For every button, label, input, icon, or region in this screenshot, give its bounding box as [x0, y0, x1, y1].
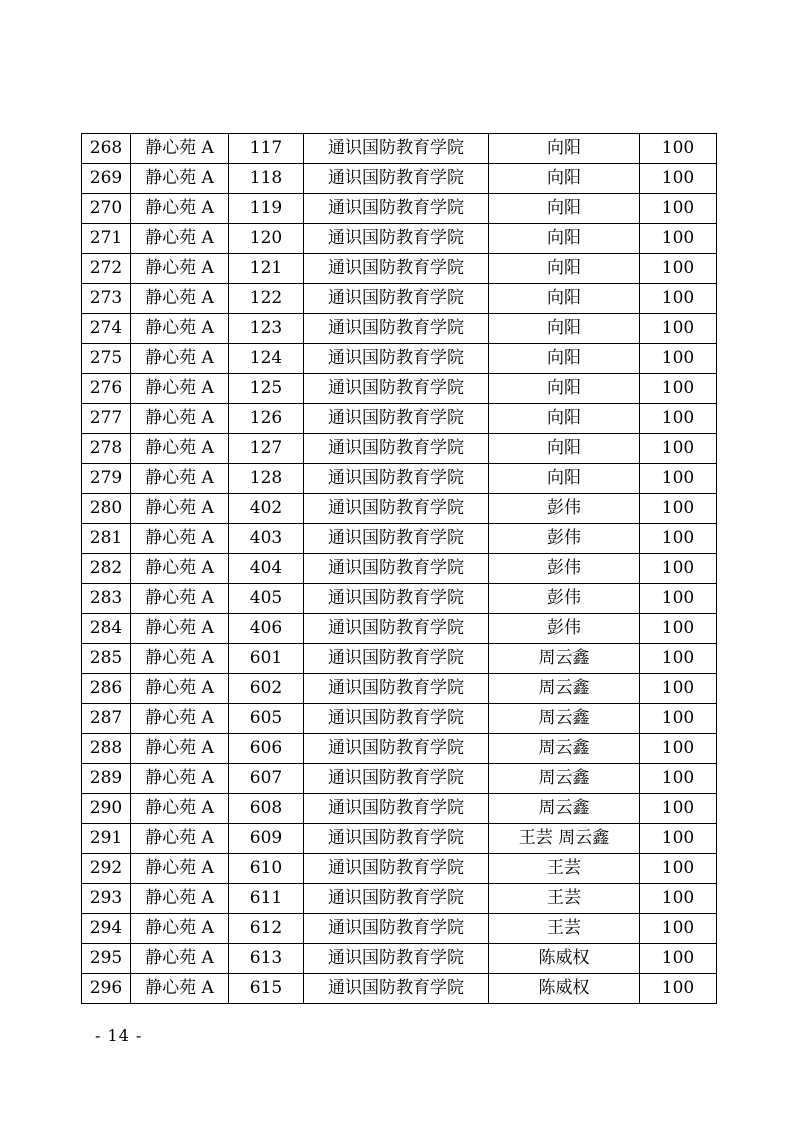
- cell-room-number: 611: [229, 884, 304, 914]
- cell-serial-number: 294: [82, 914, 131, 944]
- cell-score: 100: [640, 314, 717, 344]
- cell-score: 100: [640, 734, 717, 764]
- cell-score: 100: [640, 554, 717, 584]
- cell-serial-number: 295: [82, 944, 131, 974]
- cell-score: 100: [640, 224, 717, 254]
- cell-serial-number: 283: [82, 584, 131, 614]
- cell-building: 静心苑 A: [131, 284, 229, 314]
- cell-department: 通识国防教育学院: [304, 374, 489, 404]
- cell-room-number: 404: [229, 554, 304, 584]
- cell-building: 静心苑 A: [131, 794, 229, 824]
- cell-department: 通识国防教育学院: [304, 824, 489, 854]
- cell-room-number: 610: [229, 854, 304, 884]
- cell-person-in-charge: 王芸: [489, 914, 640, 944]
- cell-room-number: 118: [229, 164, 304, 194]
- cell-score: 100: [640, 254, 717, 284]
- cell-score: 100: [640, 464, 717, 494]
- cell-serial-number: 276: [82, 374, 131, 404]
- cell-score: 100: [640, 614, 717, 644]
- cell-room-number: 123: [229, 314, 304, 344]
- cell-serial-number: 271: [82, 224, 131, 254]
- table-row: [82, 674, 717, 704]
- cell-building: 静心苑 A: [131, 524, 229, 554]
- cell-building: 静心苑 A: [131, 644, 229, 674]
- cell-department: 通识国防教育学院: [304, 404, 489, 434]
- cell-score: 100: [640, 164, 717, 194]
- table-row: [82, 554, 717, 584]
- cell-department: 通识国防教育学院: [304, 344, 489, 374]
- table-row: [82, 764, 717, 794]
- cell-room-number: 406: [229, 614, 304, 644]
- cell-score: 100: [640, 344, 717, 374]
- cell-building: 静心苑 A: [131, 554, 229, 584]
- cell-person-in-charge: 向阳: [489, 164, 640, 194]
- cell-building: 静心苑 A: [131, 404, 229, 434]
- cell-room-number: 403: [229, 524, 304, 554]
- cell-serial-number: 268: [82, 134, 131, 164]
- cell-department: 通识国防教育学院: [304, 224, 489, 254]
- table-row: [82, 284, 717, 314]
- cell-building: 静心苑 A: [131, 164, 229, 194]
- cell-person-in-charge: 向阳: [489, 464, 640, 494]
- cell-serial-number: 273: [82, 284, 131, 314]
- cell-department: 通识国防教育学院: [304, 974, 489, 1004]
- cell-department: 通识国防教育学院: [304, 494, 489, 524]
- cell-serial-number: 291: [82, 824, 131, 854]
- cell-person-in-charge: 彭伟: [489, 494, 640, 524]
- table-row: [82, 434, 717, 464]
- cell-person-in-charge: 彭伟: [489, 614, 640, 644]
- cell-department: 通识国防教育学院: [304, 164, 489, 194]
- table-row: [82, 344, 717, 374]
- cell-department: 通识国防教育学院: [304, 854, 489, 884]
- cell-score: 100: [640, 494, 717, 524]
- cell-building: 静心苑 A: [131, 944, 229, 974]
- cell-department: 通识国防教育学院: [304, 614, 489, 644]
- cell-room-number: 119: [229, 194, 304, 224]
- table-row: [82, 704, 717, 734]
- cell-score: 100: [640, 644, 717, 674]
- cell-score: 100: [640, 524, 717, 554]
- cell-person-in-charge: 向阳: [489, 434, 640, 464]
- cell-building: 静心苑 A: [131, 734, 229, 764]
- cell-person-in-charge: 向阳: [489, 134, 640, 164]
- cell-person-in-charge: 周云鑫: [489, 644, 640, 674]
- cell-person-in-charge: 周云鑫: [489, 704, 640, 734]
- cell-building: 静心苑 A: [131, 374, 229, 404]
- cell-building: 静心苑 A: [131, 884, 229, 914]
- table-row: [82, 464, 717, 494]
- cell-room-number: 615: [229, 974, 304, 1004]
- table-row: [82, 794, 717, 824]
- cell-score: 100: [640, 674, 717, 704]
- cell-serial-number: 293: [82, 884, 131, 914]
- cell-serial-number: 279: [82, 464, 131, 494]
- table-row: [82, 614, 717, 644]
- cell-room-number: 612: [229, 914, 304, 944]
- cell-room-number: 405: [229, 584, 304, 614]
- cell-score: 100: [640, 794, 717, 824]
- cell-serial-number: 277: [82, 404, 131, 434]
- cell-room-number: 609: [229, 824, 304, 854]
- cell-person-in-charge: 彭伟: [489, 554, 640, 584]
- cell-room-number: 602: [229, 674, 304, 704]
- cell-serial-number: 289: [82, 764, 131, 794]
- cell-serial-number: 285: [82, 644, 131, 674]
- table-row: [82, 374, 717, 404]
- cell-building: 静心苑 A: [131, 914, 229, 944]
- cell-score: 100: [640, 194, 717, 224]
- table-row: [82, 164, 717, 194]
- table-row: [82, 944, 717, 974]
- cell-person-in-charge: 向阳: [489, 254, 640, 284]
- cell-serial-number: 292: [82, 854, 131, 884]
- cell-serial-number: 288: [82, 734, 131, 764]
- table-row: [82, 494, 717, 524]
- table-row: [82, 224, 717, 254]
- cell-room-number: 606: [229, 734, 304, 764]
- cell-person-in-charge: 向阳: [489, 314, 640, 344]
- cell-room-number: 601: [229, 644, 304, 674]
- cell-serial-number: 278: [82, 434, 131, 464]
- cell-score: 100: [640, 284, 717, 314]
- cell-department: 通识国防教育学院: [304, 554, 489, 584]
- cell-serial-number: 281: [82, 524, 131, 554]
- cell-serial-number: 274: [82, 314, 131, 344]
- cell-department: 通识国防教育学院: [304, 284, 489, 314]
- table-row: [82, 524, 717, 554]
- cell-building: 静心苑 A: [131, 224, 229, 254]
- cell-score: 100: [640, 974, 717, 1004]
- page-number: - 14 -: [95, 1026, 143, 1045]
- cell-person-in-charge: 向阳: [489, 224, 640, 254]
- table-row: [82, 644, 717, 674]
- cell-department: 通识国防教育学院: [304, 434, 489, 464]
- cell-building: 静心苑 A: [131, 824, 229, 854]
- cell-building: 静心苑 A: [131, 704, 229, 734]
- cell-department: 通识国防教育学院: [304, 464, 489, 494]
- table-row: [82, 194, 717, 224]
- cell-room-number: 121: [229, 254, 304, 284]
- cell-serial-number: 270: [82, 194, 131, 224]
- cell-department: 通识国防教育学院: [304, 134, 489, 164]
- cell-person-in-charge: 向阳: [489, 404, 640, 434]
- cell-serial-number: 280: [82, 494, 131, 524]
- cell-room-number: 128: [229, 464, 304, 494]
- cell-score: 100: [640, 764, 717, 794]
- table-row: [82, 974, 717, 1004]
- table-row: [82, 134, 717, 164]
- cell-person-in-charge: 王芸: [489, 854, 640, 884]
- cell-room-number: 127: [229, 434, 304, 464]
- cell-building: 静心苑 A: [131, 974, 229, 1004]
- table-row: [82, 734, 717, 764]
- cell-room-number: 605: [229, 704, 304, 734]
- cell-room-number: 613: [229, 944, 304, 974]
- cell-score: 100: [640, 884, 717, 914]
- cell-room-number: 607: [229, 764, 304, 794]
- cell-score: 100: [640, 914, 717, 944]
- cell-person-in-charge: 王芸: [489, 884, 640, 914]
- cell-person-in-charge: 陈威权: [489, 974, 640, 1004]
- cell-department: 通识国防教育学院: [304, 884, 489, 914]
- cell-room-number: 402: [229, 494, 304, 524]
- cell-building: 静心苑 A: [131, 614, 229, 644]
- cell-person-in-charge: 周云鑫: [489, 734, 640, 764]
- cell-score: 100: [640, 134, 717, 164]
- cell-person-in-charge: 周云鑫: [489, 674, 640, 704]
- cell-building: 静心苑 A: [131, 854, 229, 884]
- cell-serial-number: 287: [82, 704, 131, 734]
- cell-department: 通识国防教育学院: [304, 584, 489, 614]
- cell-person-in-charge: 彭伟: [489, 524, 640, 554]
- table-row: [82, 314, 717, 344]
- cell-person-in-charge: 彭伟: [489, 584, 640, 614]
- cell-department: 通识国防教育学院: [304, 254, 489, 284]
- cell-person-in-charge: 向阳: [489, 284, 640, 314]
- cell-building: 静心苑 A: [131, 194, 229, 224]
- cell-serial-number: 269: [82, 164, 131, 194]
- table-row: [82, 854, 717, 884]
- cell-department: 通识国防教育学院: [304, 674, 489, 704]
- cell-room-number: 126: [229, 404, 304, 434]
- cell-building: 静心苑 A: [131, 344, 229, 374]
- cell-department: 通识国防教育学院: [304, 314, 489, 344]
- cell-department: 通识国防教育学院: [304, 194, 489, 224]
- cell-person-in-charge: 向阳: [489, 194, 640, 224]
- cell-person-in-charge: 周云鑫: [489, 764, 640, 794]
- cell-department: 通识国防教育学院: [304, 644, 489, 674]
- cell-serial-number: 275: [82, 344, 131, 374]
- records-table-body: [82, 134, 717, 1004]
- cell-building: 静心苑 A: [131, 254, 229, 284]
- cell-room-number: 120: [229, 224, 304, 254]
- records-table: [81, 133, 717, 1004]
- cell-building: 静心苑 A: [131, 674, 229, 704]
- cell-building: 静心苑 A: [131, 584, 229, 614]
- cell-room-number: 124: [229, 344, 304, 374]
- table-row: [82, 584, 717, 614]
- table-row: [82, 254, 717, 284]
- cell-score: 100: [640, 404, 717, 434]
- cell-person-in-charge: 向阳: [489, 344, 640, 374]
- cell-building: 静心苑 A: [131, 764, 229, 794]
- cell-building: 静心苑 A: [131, 494, 229, 524]
- cell-department: 通识国防教育学院: [304, 524, 489, 554]
- cell-department: 通识国防教育学院: [304, 944, 489, 974]
- cell-serial-number: 284: [82, 614, 131, 644]
- cell-building: 静心苑 A: [131, 434, 229, 464]
- cell-score: 100: [640, 584, 717, 614]
- cell-department: 通识国防教育学院: [304, 794, 489, 824]
- cell-score: 100: [640, 434, 717, 464]
- cell-building: 静心苑 A: [131, 314, 229, 344]
- cell-room-number: 122: [229, 284, 304, 314]
- cell-serial-number: 282: [82, 554, 131, 584]
- cell-room-number: 125: [229, 374, 304, 404]
- cell-department: 通识国防教育学院: [304, 764, 489, 794]
- table-row: [82, 404, 717, 434]
- table-row: [82, 914, 717, 944]
- cell-serial-number: 290: [82, 794, 131, 824]
- table-row: [82, 884, 717, 914]
- cell-person-in-charge: 周云鑫: [489, 794, 640, 824]
- cell-person-in-charge: 王芸 周云鑫: [489, 824, 640, 854]
- cell-serial-number: 296: [82, 974, 131, 1004]
- cell-serial-number: 272: [82, 254, 131, 284]
- cell-score: 100: [640, 704, 717, 734]
- cell-score: 100: [640, 944, 717, 974]
- cell-score: 100: [640, 854, 717, 884]
- cell-serial-number: 286: [82, 674, 131, 704]
- cell-person-in-charge: 陈威权: [489, 944, 640, 974]
- cell-score: 100: [640, 824, 717, 854]
- cell-score: 100: [640, 374, 717, 404]
- cell-department: 通识国防教育学院: [304, 914, 489, 944]
- cell-person-in-charge: 向阳: [489, 374, 640, 404]
- cell-building: 静心苑 A: [131, 134, 229, 164]
- table-row: [82, 824, 717, 854]
- cell-building: 静心苑 A: [131, 464, 229, 494]
- cell-department: 通识国防教育学院: [304, 734, 489, 764]
- cell-room-number: 117: [229, 134, 304, 164]
- cell-room-number: 608: [229, 794, 304, 824]
- cell-department: 通识国防教育学院: [304, 704, 489, 734]
